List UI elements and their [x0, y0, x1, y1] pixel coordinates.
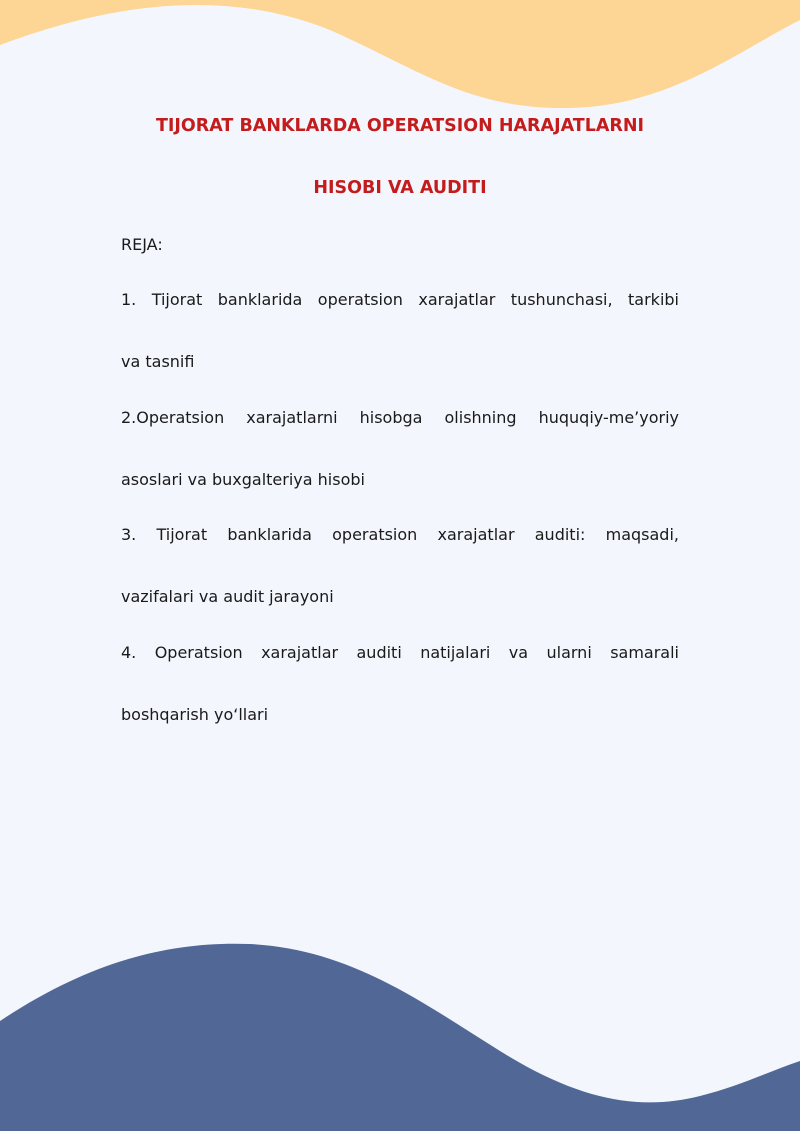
plan-item-2 [121, 407, 679, 491]
plan-item-4-line-2: boshqarish yo‘llari [121, 705, 269, 724]
plan-item-1 [121, 289, 679, 373]
plan-item-2-line-2: asoslari va buxgalteriya hisobi [121, 470, 365, 489]
plan-item-3-line-2: vazifalari va audit jarayoni [121, 587, 334, 606]
plan-item-4-line-1: 4. Operatsion xarajatlar auditi natijalari va ularni samarali [121, 643, 679, 662]
plan-item-3 [121, 524, 679, 608]
document-title-line-1: TIJORAT BANKLARDA OPERATSION HARAJATLARNI [155, 116, 645, 136]
plan-item-2-line-1: 2.Operatsion xarajatlarni hisobga olishning huquqiy-me’yoriy [121, 408, 679, 427]
top-wave-decoration [0, 0, 800, 120]
plan-item-1-line-1: 1. Tijorat banklarida operatsion xarajatlar tushunchasi, tarkibi [121, 290, 679, 309]
plan-item-4 [121, 642, 679, 726]
plan-item-1-line-2: va tasnifi [121, 352, 195, 371]
document-title-line-2: HISOBI VA AUDITI [313, 178, 487, 198]
bottom-wave-decoration [0, 941, 800, 1131]
plan-item-3-line-1: 3. Tijorat banklarida operatsion xarajatlar auditi: maqsadi, [121, 525, 679, 544]
plan-heading: REJA: [121, 235, 163, 254]
